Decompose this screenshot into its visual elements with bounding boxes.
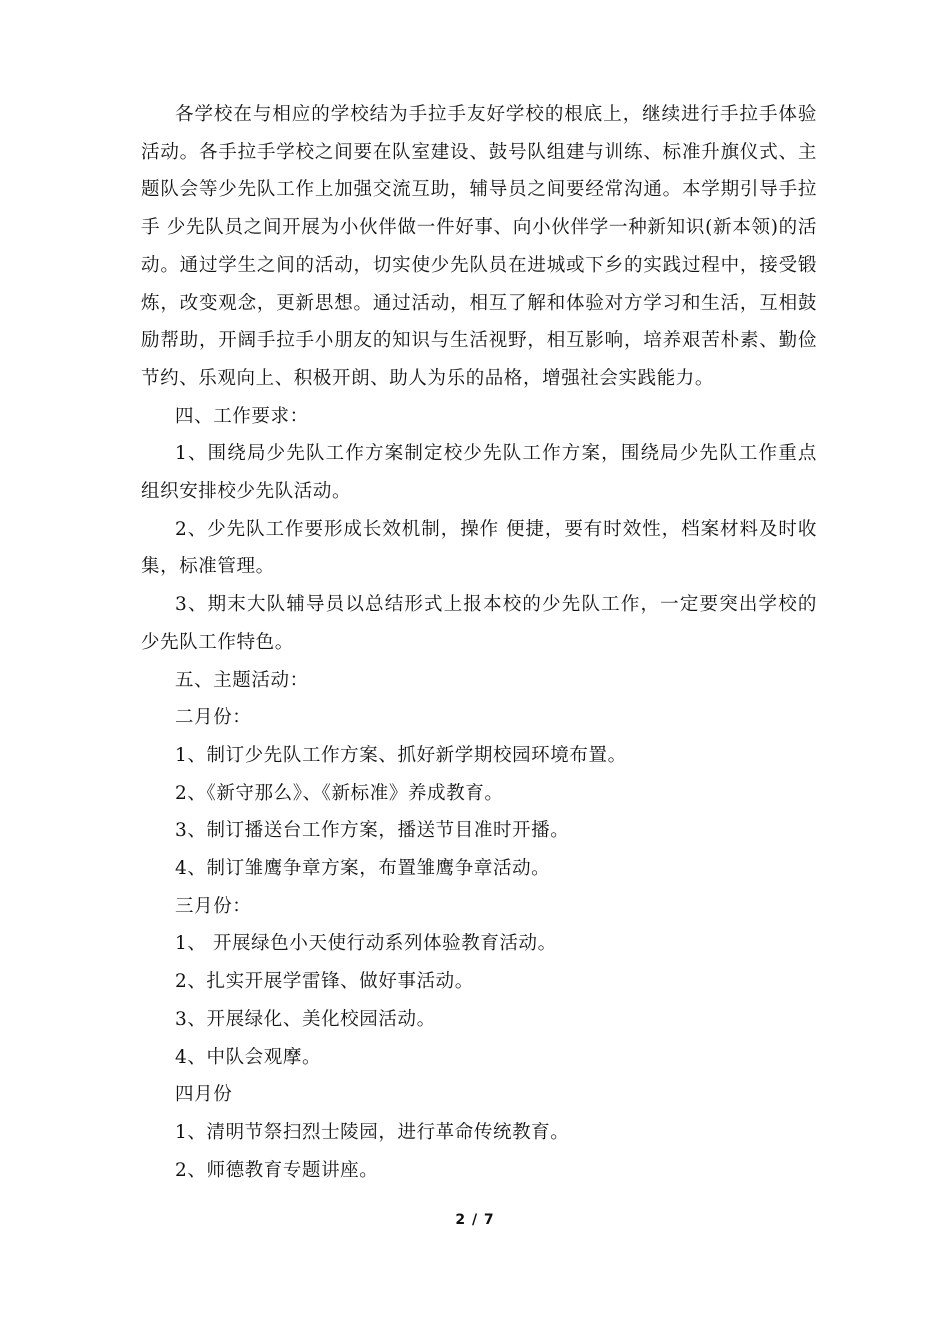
heading-theme-activities: 五、主题活动：	[175, 669, 309, 691]
activity-item: 4、制订雏鹰争章方案，布置雏鹰争章活动。	[175, 858, 551, 880]
month-heading-april: 四月份	[175, 1084, 233, 1106]
activity-item: 1、清明节祭扫烈士陵园，进行革命传统教育。	[175, 1121, 570, 1143]
requirement-item: 2、少先队工作要形成长效机制，操作 便捷，要有时效性，档案材料及时收集，标准管理。	[141, 518, 817, 578]
activity-item: 1、制订少先队工作方案、抓好新学期校园环境布置。	[175, 744, 627, 766]
activity-item: 1、 开展绿色小天使行动系列体验教育活动。	[175, 933, 557, 955]
month-heading-march: 三月份：	[175, 895, 252, 917]
activity-item: 3、开展绿化、美化校园活动。	[175, 1008, 436, 1030]
activity-item: 4、中队会观摩。	[175, 1046, 322, 1068]
activity-item: 3、制订播送台工作方案，播送节目准时开播。	[175, 820, 570, 842]
month-heading-february: 二月份：	[175, 707, 252, 729]
activity-item: 2、师德教育专题讲座。	[175, 1159, 379, 1181]
requirement-item: 1、围绕局少先队工作方案制定校少先队工作方案，围绕局少先队工作重点组织安排校少先队活动。	[141, 443, 817, 503]
paragraph-intro: 各学校在与相应的学校结为手拉手友好学校的根底上，继续进行手拉手体验活动。各手拉手学校之间要在队室建设、鼓号队组建与训练、标准升旗仪式、主题队会等少先队工作上加强交流互助，辅导员之间要经常沟通。本学期引导手拉手 少先队员之间开展为小伙伴做一件好事、向小伙伴学一种新知识(新本领)的活动。通过学生之间的活动，切实使少先队员在进城或下乡的实践过程中，接受锻炼，改变观念，更新思想。通过活动，相互了解和体验对方学习和生活，互相鼓励帮助，开阔手拉手小朋友的知识与生活视野，相互影响，培养艰苦朴素、勤俭节约、乐观向上、积极开朗、助人为乐的品格，增强社会实践能力。	[141, 104, 817, 389]
document-body	[141, 96, 817, 1189]
activity-item: 2、扎实开展学雷锋、做好事活动。	[175, 971, 474, 993]
activity-item: 2、《新守那么》、《新标准》养成教育。	[175, 782, 504, 804]
heading-work-requirements: 四、工作要求：	[175, 405, 309, 427]
requirement-item: 3、期末大队辅导员以总结形式上报本校的少先队工作，一定要突出学校的少先队工作特色。	[141, 594, 817, 653]
page-number: 2 / 7	[455, 1212, 495, 1228]
